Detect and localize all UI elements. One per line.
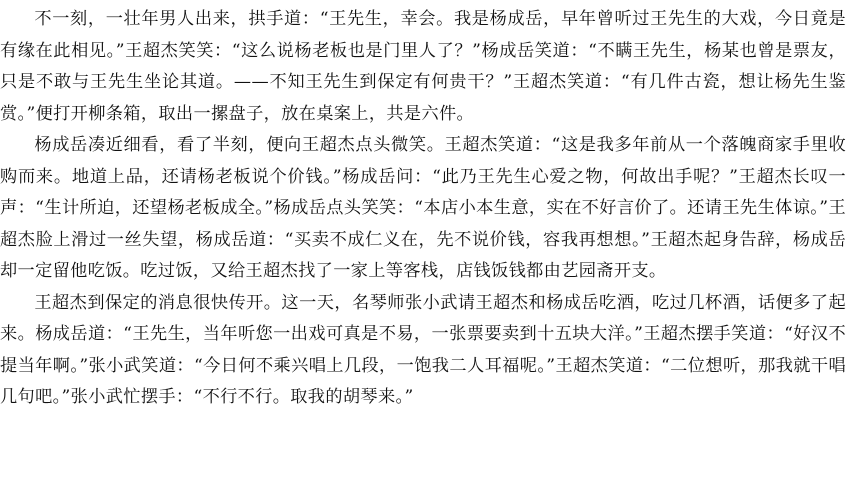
paragraph-2: 杨成岳凑近细看，看了半刻，便向王超杰点头微笑。王超杰笑道：“这是我多年前从一个落魄商家手里收购而来。地道上品，还请杨老板说个价钱。”杨成岳问：“此乃王先生心爱之物，何故出手呢？”王超杰长叹一声：“生计所迫，还望杨老板成全。”杨成岳点头笑笑：“本店小本生意，实在不好言价了。还请王先生体谅。”王超杰脸上滑过一丝失望，杨成岳道：“买卖不成仁义在，先不说价钱，容我再想想。”王超杰起身告辞，杨成岳却一定留他吃饭。吃过饭，又给王超杰找了一家上等客栈，店钱饭钱都由艺园斋开支。 (0, 135, 846, 281)
paragraph-3: 王超杰到保定的消息很快传开。这一天，名琴师张小武请王超杰和杨成岳吃酒，吃过几杯酒，话便多了起来。杨成岳道：“王先生，当年听您一出戏可真是不易，一张票要卖到十五块大洋。”王超杰摆手笑道：“好汉不提当年啊。”张小武笑道：“今日何不乘兴唱上几段，一饱我二人耳福呢。”王超杰笑道：“二位想听，那我就干唱几句吧。”张小武忙摆手：“不行不行。取我的胡琴来。” (0, 292, 846, 407)
paragraph-1: 不一刻，一壮年男人出来，拱手道：“王先生，幸会。我是杨成岳，早年曾听过王先生的大戏，今日竟是有缘在此相见。”王超杰笑笑：“这么说杨老板也是门里人了？”杨成岳笑道：“不瞒王先生，杨某也曾是票友，只是不敢与王先生坐论其道。——不知王先生到保定有何贵干？”王超杰笑道：“有几件古瓷，想让杨先生鉴赏。”便打开柳条箱，取出一摞盘子，放在桌案上，共是六件。 (0, 9, 846, 124)
